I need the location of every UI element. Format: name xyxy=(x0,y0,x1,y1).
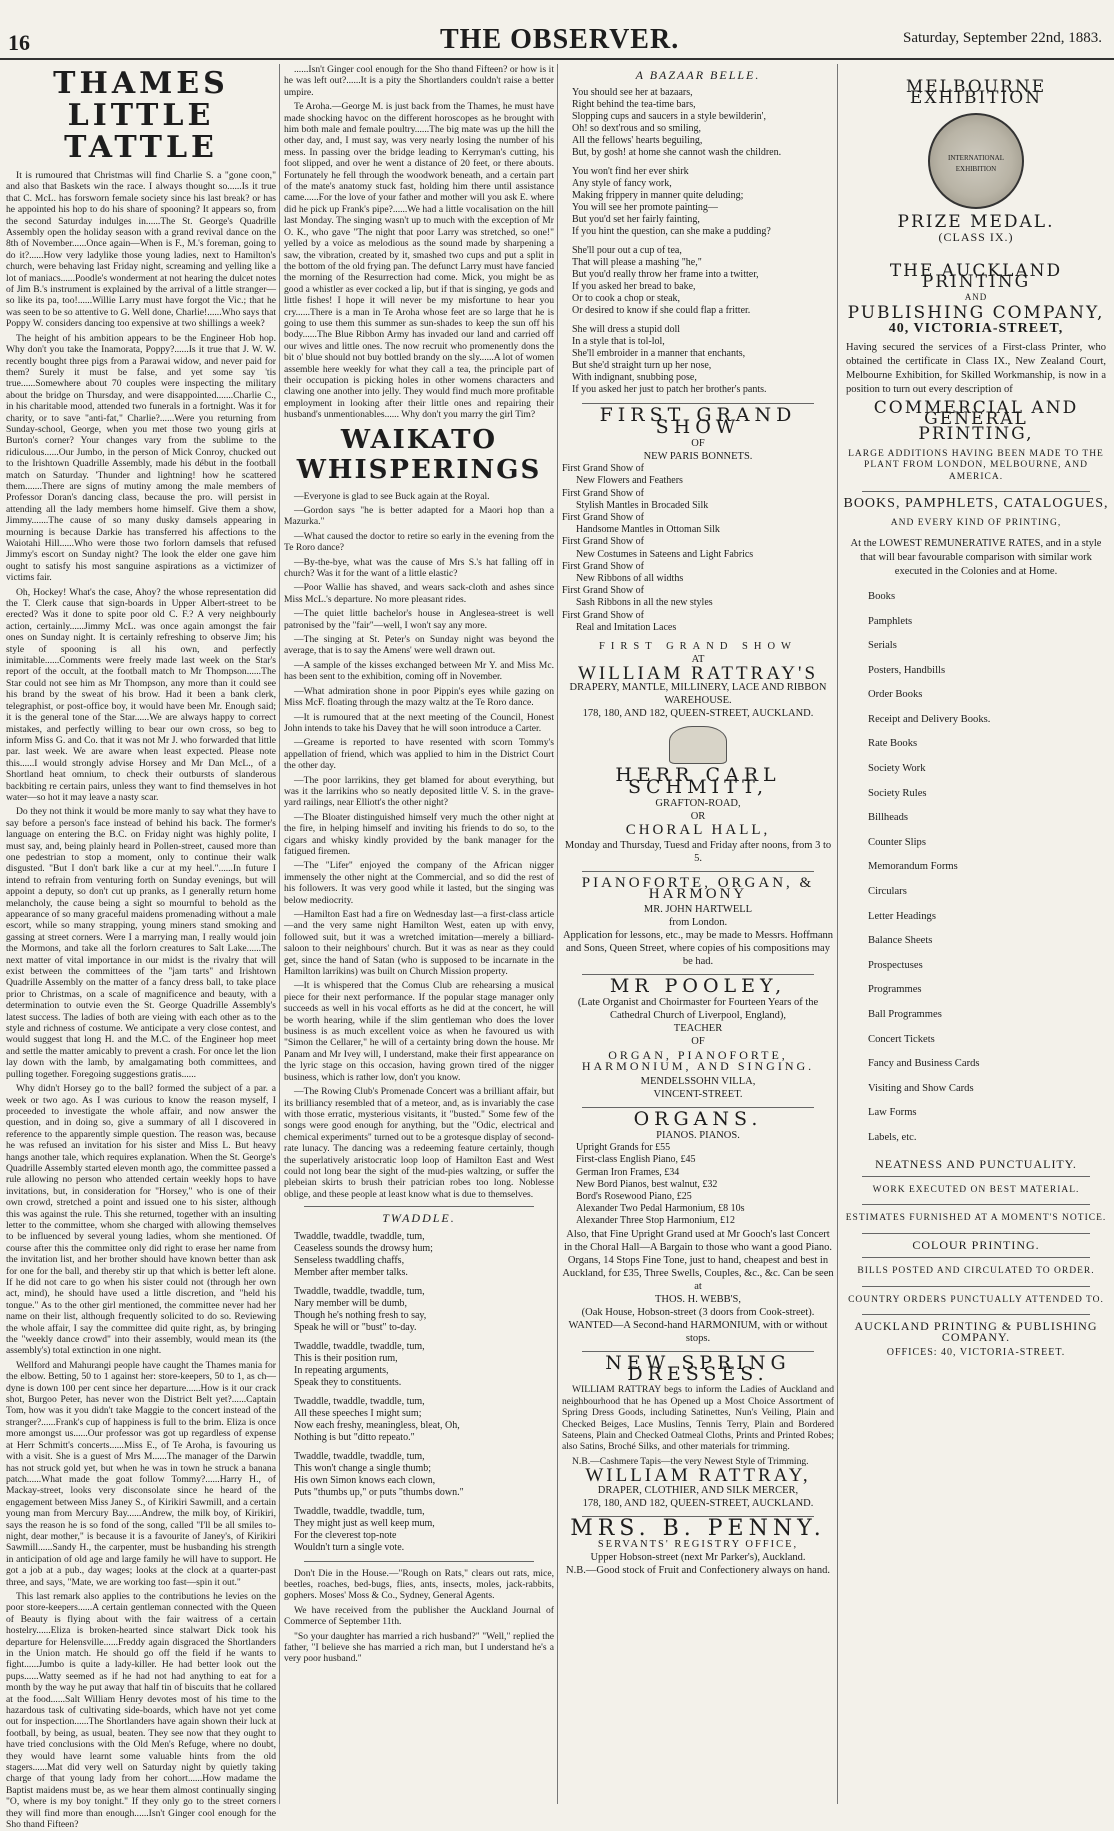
webb-address: (Oak House, Hobson-street (3 doors from Cook-street). xyxy=(581,1306,815,1318)
pooley-teacher: TEACHER xyxy=(673,1022,723,1034)
schmitt-hours: Monday and Thursday, Tuesd and Friday after noons, from 3 to 5. xyxy=(564,839,832,864)
poem-line: With indignant, snubbing pose, xyxy=(572,372,697,384)
printing-heading: PRINTING, xyxy=(918,424,1034,445)
article-paragraph: It is rumoured that Christmas will find Charlie S. a "gone coon," and also that Baskets win the race. I always thought so......Is it true that C. McL. has forsworn female society since his last break? or has he appointed his hop to do his share of spooning? It appears so, from the second Saturday indulges in......The St. George's Quadrille Assembly open the holiday season with a grand revival dance on the 8th of November......Once again—When is F., M.'s foreman, going to do it?......How very ladylike those young ladies, next to Hamilton's church, were behaving last Friday night, screaming and yelling like a lot of maniacs......Poodle's wonderment at not hearing the dulcet notes of Jim B.'s instrument is explained by the arrival of a little stranger—so like its pa, too!......Willie Larry must have forgot the Vic.; that he was seen to be so attentive to G. Well done, Charlie!......Who says that Poppy W. considers dancing too expensive at two shillings a week? xyxy=(6,170,276,330)
printing-item: Society Rules xyxy=(868,787,927,799)
divider xyxy=(304,1561,534,1562)
whisper-item: —Greame is reported to have resented with scorn Tommy's appellation of friend, which was applied to him in the District Court the other day. xyxy=(284,737,554,772)
printing-item: Circulars xyxy=(868,886,907,898)
poem-line: Twaddle, twaddle, twaddle, tum, xyxy=(294,1395,425,1407)
poem-line: But you'd set her fairly fainting, xyxy=(572,214,700,226)
whisper-item: —Poor Wallie has shaved, and wears sack-cloth and ashes since Miss McL.'s departure. No more pleasant rides. xyxy=(284,582,554,605)
printing-item: Programmes xyxy=(868,984,922,996)
printing-item: Labels, etc. xyxy=(868,1131,917,1143)
whisper-item: —The singing at St. Peter's on Sunday night was beyond the average, that is to say the Amens' were well drawn out. xyxy=(284,634,554,657)
poem-line: But, by gosh! at home she cannot wash the children. xyxy=(572,147,782,159)
price-line: Upright Grands for £55 xyxy=(576,1142,671,1154)
hartwell-teacher: MR. JOHN HARTWELL xyxy=(643,903,753,915)
company-address: 40, VICTORIA-STREET, xyxy=(888,321,1064,337)
divider xyxy=(862,1257,1090,1258)
column-divider xyxy=(557,64,558,1804)
coat-of-arms-icon xyxy=(669,726,727,764)
printing-item: Receipt and Delivery Books. xyxy=(868,713,991,725)
column-divider xyxy=(279,64,280,1804)
rattray-firm: WILLIAM RATTRAY'S xyxy=(577,663,819,685)
show-item-head: First Grand Show of xyxy=(562,463,644,475)
poem-line: You will see her promote painting— xyxy=(572,202,718,214)
schmitt-street: GRAFTON-ROAD, xyxy=(655,798,741,810)
rattray-address: 178, 180, AND 182, QUEEN-STREET, AUCKLAND. xyxy=(582,708,814,720)
printing-item: Society Work xyxy=(868,763,926,775)
poem-line: You won't find her ever shirk xyxy=(572,166,689,178)
price-line: Alexander Two Pedal Harmonium, £8 10s xyxy=(576,1203,745,1215)
divider xyxy=(862,1176,1090,1177)
poem-line: Or desired to know if she could flap a fritter. xyxy=(572,305,751,317)
poem-line: All these speeches I might sum; xyxy=(294,1407,422,1419)
organs-text2: Organs, 14 Stops Fine Tone, just to hand, cheapest and best in Auckland, for £35, Three Swells, Couples, &c., &c. Can be seen at xyxy=(562,1254,834,1292)
poem-line: Twaddle, twaddle, twaddle, tum, xyxy=(294,1340,425,1352)
price-line: First-class English Piano, £45 xyxy=(576,1154,696,1166)
grand-show-repeat: FIRST GRAND SHOW xyxy=(599,641,797,653)
schmitt-or: OR xyxy=(690,811,706,823)
poem-line: His own Simon knows each clown, xyxy=(294,1474,436,1486)
poem-stanza xyxy=(294,1506,554,1554)
grand-show-at: AT xyxy=(691,654,705,666)
divider xyxy=(862,1286,1090,1287)
issue-date: Saturday, September 22nd, 1883. xyxy=(903,30,1102,46)
poem-line: Speak they to constituents. xyxy=(294,1376,402,1388)
poem-line: You should see her at bazaars, xyxy=(572,87,693,99)
bazaar-belle-poem xyxy=(572,87,834,396)
poem-line: Twaddle, twaddle, twaddle, tum, xyxy=(294,1505,425,1517)
printing-item: Serials xyxy=(868,640,897,652)
printing-item: Concert Tickets xyxy=(868,1033,935,1045)
work-line: WORK EXECUTED ON BEST MATERIAL. xyxy=(872,1184,1080,1195)
poem-line: Though he's nothing fresh to say, xyxy=(294,1309,427,1321)
organs-text: Also, that Fine Upright Grand used at Mr Gooch's last Concert in the Choral Hall—A Bargain to those who want a good Piano. xyxy=(563,1228,833,1253)
poem-line: She'll embroider in a manner that enchants, xyxy=(572,348,746,360)
hartwell-from: from London. xyxy=(668,916,728,928)
divider xyxy=(862,1314,1090,1315)
poem-line: Twaddle, twaddle, twaddle, tum, xyxy=(294,1450,425,1462)
column-divider xyxy=(837,64,838,1804)
column-waikato xyxy=(284,64,554,1804)
printing-item: Memorandum Forms xyxy=(868,861,958,873)
poem-line: For the cleverest top-note xyxy=(294,1529,397,1541)
poem-line: She'll pour out a cup of tea, xyxy=(572,245,682,257)
spring-dresses-note: N.B.—Cashmere Tapis—the very Newest Style of Trimming. xyxy=(572,1455,809,1467)
pooley-name: MR POOLEY, xyxy=(609,974,787,997)
show-item-head: First Grand Show of xyxy=(562,585,644,597)
grand-show-sub: NEW PARIS BONNETS. xyxy=(643,451,753,463)
printing-item: Law Forms xyxy=(868,1107,917,1119)
divider xyxy=(862,1204,1090,1205)
article-paragraph: The height of his ambition appears to be the Engineer Hob hop. Why don't you take the Inamorata, Poppy?......Is it true that J. W. W. recently bought three pigs from a Parawai widow, and never paid for them? Surely it must be false, and yet some say 'tis true......Somewhere about 70 couples were inspecting the military about the bridge on Thursday, and were disappointed.......Charlie C., in his charitable mood, attended two funerals in a fortnight. Was it for charity, or to save "anti-fat," Charlie?......Were you returning from Sunday-school, George, when you met those two young girls at Burton's corner? Your changes vary from the sublime to the ridiculous......Our Jumbo, in the person of Mick Conroy, chucked out to the Irishtown Quadrille Assembly, made his début in the football match on Saturday. 'Thunder and lightning! how he scattered them.......There are signs of mutiny among the male members of Professor Doran's dancing class, because the pro. will persist in attending all the lady members home himself. Give them a show, Jimmy.......The cause of so many dusky damsels appearing in mourning is because Darkie has transferred his affections to the Waiotahi Hill......Who were those two forlorn damsels that refused Jimmy's escort on Sunday night? The look the elder one gave him ought to satisfy his most sanguine aspirations as a victimizer of victims fair. xyxy=(6,332,276,584)
whisper-item: —What caused the doctor to retire so early in the evening from the Te Roro dance? xyxy=(284,530,554,554)
whisper-item: —Gordon says "he is better adapted for a Maori hop than a Mazurka." xyxy=(284,505,554,528)
article-paragraph: Oh, Hockey! What's the case, Ahoy? the whose representation did the T. Clerk cause that sign-boards in Upper Albert-street to be erected? Was it done to spite poor old C. F.? A very neighbourly action, certainly......Jimmy McL. was once again amongst the fair ones on Sunday night. It is certainly refreshing to observe Jim; his style of spooning is all his own, and perfectly inimitable......Comments were freely made last week on the Star's report of the occult, at the football match to Mr Thompson......The Star could not see him as Mr Thompson, any more than it could see his brand by the sweat of his brow. Had it been a bank clerk, telegraphist, or post-office boy, it would have been Mr. Enough said; it is the general tone of the Star......We are always happy to correct mistakes, and perfectly willing to bear our own cross, so beg to inform Miss G. and Co. that it was not Mr J. who forwarded that little par. last week. We are aware when least expected. Please note this......I would strongly advise Horsey and Mr Dan McL., of a Shortland heat omnium, to check their outbursts of slanderous backbiting re certain pairs, unless they want to find themselves in hot water—so hot it may leave a nasty scar. xyxy=(6,586,276,803)
whisper-item: —Everyone is glad to see Buck again at the Royal. xyxy=(294,490,490,502)
poem-line: Twaddle, twaddle, twaddle, tum, xyxy=(294,1230,425,1242)
rattray-trade: DRAPERY, MANTLE, MILLINERY, LACE AND RIBBON WAREHOUSE. xyxy=(569,682,827,707)
prize-medal-heading: PRIZE MEDAL. xyxy=(897,211,1055,232)
divider xyxy=(582,871,814,872)
column-thames-tattle xyxy=(6,64,276,1831)
poem-stanza xyxy=(294,1451,554,1499)
harmonium-wanted: WANTED—A Second-hand HARMONIUM, with or without stops. xyxy=(568,1319,828,1344)
whisper-item: —The quiet little bachelor's house in Anglesea-street is well patronised by the "fair"—well, I won't say any more. xyxy=(284,608,554,631)
page-number: 16 xyxy=(8,30,30,55)
printing-item: Rate Books xyxy=(868,738,918,750)
bills-line: BILLS POSTED AND CIRCULATED TO ORDER. xyxy=(857,1266,1095,1277)
masthead-rule xyxy=(0,58,1114,60)
poem-line: This is their position rum, xyxy=(294,1352,398,1364)
poem-line: In repeating arguments, xyxy=(294,1364,389,1376)
show-item-head: First Grand Show of xyxy=(562,560,644,572)
rattray-firm-2: WILLIAM RATTRAY, xyxy=(585,1465,811,1487)
whisper-item: —By-the-bye, what was the cause of Mrs S.'s hat falling off in church? Was it for the want of a little elastic? xyxy=(284,556,554,580)
whisper-item: —Hamilton East had a fire on Wednesday last—a first-class article—and the very same night Hamilton West, eaten up with envy, followed suit, but it was a wretched imitation—merely a billiard-saloon to their neighbours' church. But it was as near as they could get, since the hand of Satan (who is supposed to be incarnate in the Hamilton larrikins) was built on Church Mission property. xyxy=(284,909,554,978)
paper-title: THE OBSERVER. xyxy=(440,24,680,55)
poem-line: Making frippery in manner quite deluding; xyxy=(572,190,744,202)
grand-show-of: OF xyxy=(691,438,705,450)
waikato-whisperings-banner: WAIKATO WHISPERINGS xyxy=(296,424,542,485)
exhibition-heading: MELBOURNE EXHIBITION xyxy=(905,77,1047,109)
show-item-text: New Costumes in Sateens and Light Fabrics xyxy=(576,548,754,560)
whisper-item: —The poor larrikins, they get blamed for about everything, but was it the larrikins who so neatly deposited little V. S. in the grave-yard railings, near Elliott's the other night? xyxy=(284,774,554,809)
poem-line: Ceaseless sounds the drowsy hum; xyxy=(294,1242,433,1254)
pooley-of: OF xyxy=(691,1035,705,1047)
printing-item: Billheads xyxy=(868,812,909,824)
poem-stanza xyxy=(294,1341,554,1389)
poem-line: She will dress a stupid doll xyxy=(572,324,681,336)
show-item-text: Handsome Mantles in Ottoman Silk xyxy=(576,524,720,536)
class-label: (CLASS IX.) xyxy=(938,230,1014,245)
poem-stanza xyxy=(294,1396,554,1444)
show-item-text: New Flowers and Feathers xyxy=(576,475,683,487)
poem-line: In a style that is tol-lol, xyxy=(572,336,665,348)
schmitt-hall: CHORAL HALL, xyxy=(625,822,771,839)
column-printing-company xyxy=(842,64,1110,1804)
show-item-head: First Grand Show of xyxy=(562,536,644,548)
poem-line: Twaddle, twaddle, twaddle, tum, xyxy=(294,1285,425,1297)
rattray-trade-2: DRAPER, CLOTHIER, AND SILK MERCER, xyxy=(597,1484,799,1496)
prize-medal-icon xyxy=(928,113,1024,209)
poem-line: Nary member will be dumb, xyxy=(294,1297,408,1309)
colour-line: COLOUR PRINTING. xyxy=(912,1237,1040,1252)
whisper-item: —What admiration shone in poor Pippin's eyes while gazing on Miss McF. floating through the mazy waltz at the Te Roro dance. xyxy=(284,685,554,709)
waikato-items xyxy=(284,491,554,1201)
whisper-item: —The Bloater distinguished himself very much the other night at the fire, in helping himself and inviting his friends to do so, to the cigars and whisky kindly provided by the bank manager for the fatigued firemen. xyxy=(284,811,554,857)
printing-item: Visiting and Show Cards xyxy=(868,1082,974,1094)
penny-name: MRS. B. PENNY. xyxy=(570,1515,826,1541)
poem-stanza xyxy=(572,166,834,238)
printing-items-list xyxy=(868,585,1110,1151)
hartwell-heading: PIANOFORTE, ORGAN, & HARMONY xyxy=(581,874,815,903)
poem-line: If you hint the question, can she make a pudding? xyxy=(572,226,771,238)
poem-stanza xyxy=(572,87,834,159)
pooley-desc: (Late Organist and Choirmaster for Fourteen Years of the Cathedral Church of Liverpool, England), xyxy=(577,996,819,1021)
company-and: AND xyxy=(964,292,988,303)
footer-company: AUCKLAND PRINTING & PUBLISHING COMPANY. xyxy=(854,1319,1098,1345)
hartwell-text: Application for lessons, etc., may be made to Messrs. Hoffmann and Sons, Queen Street, where copies of his compositions may be had. xyxy=(562,929,834,967)
article-paragraph: Te Aroha.—George M. is just back from the Thames, he must have made shocking havoc on the different horoscopes as he brought with him both male and female poultry......The big mate was up the hill the other day, and, I must say, was very nearly losing the number of his mess. In passing over the bridge leading to Kerryman's cutting, his foot slipped, and over he went a distance of 20 feet, or there abouts. Fortunately he fell through the woodwork beneath, and a certain part of the mate's anatomy stuck fast, holding him there until assistance came......For the love of your father and mother will you ask E. where did he pick up Frank's pipe?......We had a little vocalisation on the hill last Monday. The singing wasn't up to much with the exception of Mr O. K., who gave "The night that poor Larry was stretched, so one!" yelled by a voice as melodious as the sound made by sharpening a saw, the vibration, created by it, smashed two cups and put a split in the bottom of the old frying pan. The defunct Larry must have fancied the morning of the Resurrection had come. Mick, you might be as good a whistler as ever cocked a lip, but if that is singing, ye gods and little fishes! I hope it will never be my misfortune to hear you cry......There is a man in Te Aroha whose feet are so large that he is going to use them this summer as sun-shades to keep the sun off his body......The Blue Ribbon Army has invaded our land and carried off our wives and little ones. The now recruit who promenently dons the bit o' blue should not buy bottled brandy on the sly......A lot of women assemble here weekly for what they call a tea, the principle part of their occupation is picking holes in other womens characters and clawing one another into jelly. They would find much more profitable employment in looking after their little ones and repairing their husband's unmentionables...... Why don't you marry the girl Tim? xyxy=(284,101,554,421)
poem-line: Member after member talks. xyxy=(294,1266,408,1278)
bazaar-belle-title: A BAZAAR BELLE. xyxy=(635,68,761,82)
twaddle-title: TWADDLE. xyxy=(382,1211,456,1226)
poem-line: Wouldn't turn a single vote. xyxy=(294,1541,405,1553)
whisper-item: —A sample of the kisses exchanged between Mr Y. and Miss Mc. has been sent to the exhibition, coming off in November. xyxy=(284,659,554,683)
poem-line: But you'd really throw her frame into a twitter, xyxy=(572,269,759,281)
printing-item: Posters, Handbills xyxy=(868,664,946,676)
twaddle-poem xyxy=(294,1231,554,1554)
poem-line: Right behind the tea-time bars, xyxy=(572,99,696,111)
spring-dresses-text: WILLIAM RATTRAY begs to inform the Ladies of Auckland and neighbourhood that he has Opened up a Most Choice Assortment of Spring Dress Goods, including Satinettes, Nun's Veiling, Plain and Checked Beiges, Lace Muslins, Tennis Terry, Plain and Bordered Sateens, Plain and Checked Oatmeal Cloths, Prints and Printed Robes; also Satins, Broché Silks, and other materials for trimming. xyxy=(562,1384,834,1453)
poem-stanza xyxy=(294,1231,554,1279)
company-name-2: PUBLISHING COMPANY, xyxy=(847,302,1105,323)
price-line: New Bord Pianos, best walnut, £32 xyxy=(576,1178,718,1190)
article-paragraph: Wellford and Mahurangi people have caught the Thames mania for the elbow. Betting, 50 to 1 against her: store-keepers, 50 to 1, as ch—dyne is down 100 per cent since her departure......How is it our crack shot, Burgoo Peter, has never won the District Belt yet?......Captain Tom, how was it you didn't take Maggie to the concert instead of the stranger?......Frank's cup of happiness is full to the brim. Eliza is once more amongst us......Our professor was got up regardless of expense at Herr Schmitt's concerts......Miss E., of Te Aroha, is favouring us with a visit. She is a guest of Mrs M......The manager of the Darwin has not struck gold yet, but when he was in town he struck a banana patch......What made the goat follow Tommy?......Harry H., of Mackay-street, looks very disconsolate since he heard of the engagement between Miss Janey S., of Kirikiri Sawmill, and a certain young man from Mercury Bay......Andrew, the milk boy, of Kirikiri, says the reason he is so fond of the song, called "I'll be all smiles to-night, dear mother," is because it is a favourite of Janey's, of Kirikiri Sawmill......Sandy H., the carpenter, must be husbanding his strength in anticipation of old age and large family he will have to support. He got a job at a pub., day wages; looks at the clock at a quarter-past three, and says, "Mate, we are working too fast—spin it out." xyxy=(6,1359,276,1588)
poem-stanza xyxy=(572,324,834,396)
webb-firm: THOS. H. WEBB'S, xyxy=(655,1293,741,1305)
penny-address: Upper Hobson-street (next Mr Parker's), Auckland. xyxy=(590,1552,806,1564)
whisper-item: —The "Lifer" enjoyed the company of the African nigger immensely the other night at the Commercial, and so did the rest of his followers. It was very good while it lasted, but the singing was below mediocrity. xyxy=(284,860,554,906)
poem-line: Puts "thumbs up," or puts "thumbs down." xyxy=(294,1486,464,1498)
masthead xyxy=(0,0,1114,60)
organs-heading: ORGANS. xyxy=(633,1107,763,1130)
schmitt-name: HERR CARL SCHMITT, xyxy=(615,764,781,798)
show-item-head: First Grand Show of xyxy=(562,609,644,621)
article-paragraph: Do they not think it would be more manly to say what they have to say before a person's face instead of behind his back. The former's language on entering the B.C. on Friday night was highly polite, I must say, and, being plainly heard in Pollen-street, caused more than one pedestrian to stop a moment, only to continue their walk disgusted. "But I don't bark like a cur at my heel."......In future I intend to refrain from venturing forth on Sunday evenings, but will appoint a deputy, so don't cut up pranks, as I generally return home melancholy, the cause being a sight so mournful to behold as the appearance of so many graceful maidens promenading without a male escort, while so many strapping, young miners stand smoking and gassing at street corners. Were I a marrying man, I really would join the Mormons, and take all the forlorn creatures to Salt Lake......The next matter of vital importance in our midst is the rivalry that will exist between the committees of the "jam tarts" and Irishtown Quadrille Assembly on the matter of a fancy dress ball, to take place prior to Christmas, on a scale of magnificence and beauty, with a determination to outvie even the St. George Quadrille Assembly's latest success. The ladies of both are vieing with each other as to the style and richness of costume. We anticipate a very close contest, and would suggest that long H. and the M.C. of the Engineer hop meet and settle the matter amicably to prevent a crash. For once let the lion lay down with the lamb, by amalgamating both committees, and pulling together. Foregoing suggestions gratis...... xyxy=(6,806,276,1080)
poem-line: Now each freshy, meaningless, bleat, Oh, xyxy=(294,1419,460,1431)
price-line: German Iron Frames, £34 xyxy=(576,1166,680,1178)
organs-sub: PIANOS. PIANOS. xyxy=(656,1130,740,1142)
printing-item: Letter Headings xyxy=(868,910,936,922)
additions-note: LARGE ADDITIONS HAVING BEEN MADE TO THE PLANT FROM LONDON, MELBOURNE, AND AMERICA. xyxy=(848,448,1104,482)
whisper-item: —It is whispered that the Comus Club are rehearsing a musical piece for their next performance. If the popular stage manager only succeeds as well in his vocal efforts as he did at the concert, he will be worth hearing, while if the slim gentleman who does the lover business is as much excellent voice as when he favoured us with "Simon the Cellarer," he will of a certainty bring down the house. Mr Panam and Mr Ivey will, I understand, make their first appearance on the lyric stage on this occasion, having grown tired of the nigger business, which is rather low, don't you know. xyxy=(284,980,554,1083)
show-item-head: First Grand Show of xyxy=(562,487,644,499)
pooley-subjects: ORGAN, PIANOFORTE, HARMONIUM, AND SINGING. xyxy=(581,1047,815,1074)
printing-item: Books xyxy=(868,590,896,602)
commercial-heading: COMMERCIAL AND GENERAL xyxy=(873,397,1079,430)
show-item-text: Real and Imitation Laces xyxy=(576,621,677,633)
show-item-text: New Ribbons of all widths xyxy=(576,573,684,585)
article-paragraph: Why didn't Horsey go to the ball? formed the subject of a par. a week or two ago. As I was curious to know the reason myself, I proceeded to investigate the whole affair, and now answer the question, and in doing so, give a summary of all I discovered in reference to the apparently simple question. The reason was, because he was refused an invitation for his sister and Miss L. But heavy hangs another tale, which requires explanation. When the St. George's Quadrille Assembly started eleven month ago, the committee passed a rule allowing no person who attended certain weekly hops to have invitations, but, in consideration for "Horsey," who is one of their own crowd, stretched a point and issued one to his sister, although this was against the rule. This she returned, together with an insulting letter to the committee, whom she charged with allowing themselves to be influenced by several young ladies, whom she mentioned. Of course after this the committee only did right to erase her name from the invitation list, and her brother should have known better than ask for one for the ball, and thereby stir up that which is better left alone. If he did not care to go when his sister could not (through her own act, mind), he should have used a little discretion, and "held his tongue." As to the other girl mentioned, the committee never had her name on their list, although frequently solicited to do so. Reviewing the whole affair, I say the committee did quite right, as, by bringing the "weekly dance crowd" into their assembly, would mean its (the assembly's) total extinction in one night. xyxy=(6,1083,276,1357)
poem-line: Speak he will or "bust" to-day. xyxy=(294,1321,417,1333)
article-paragraph: This last remark also applies to the contributions he levies on the poor store-keepers......A certain gentleman connected with the Queen of Beauty is flying about with the fair waitress of a certain hostelry......Eliza is broken-hearted since stalwart Dick took his departure for Helensville......Freddy again disgraced the Shortlanders in the Union match. He should go off the field if he wants to fight......Jumbo is quite a lady-killer. He had better look out the pups......Watty seemed as if he had not had anything to eat for a month by the way he put away that half tin of biscuits that he collared at the food......Salt William Henry devotes most of his time to the hazardous task of cultivating side-boards, which have not yet come out for inspection......The Shortlanders have again shown their luck at football, by being, as usual, beaten. They see now that they ought to have tried conclusions with the Old Men's Refuge, where no doubt, they would have learnt some valuable hints from the old stagers......Mat did very well on Saturday night by quietly taking charge of that young lady from her cohort......How madame the Baptist maidens must be, as we hear them almost continually singing "O, where is my boy tonight." If they only go to the street corners they will find more than enough......Isn't Ginger cool enough for the Sho thand Fifteen? xyxy=(6,1590,276,1831)
grand-show-list xyxy=(562,463,834,634)
grand-show-heading: FIRST GRAND SHOW xyxy=(599,404,797,438)
poem-line: If you asked her just to patch her brother's pants. xyxy=(572,384,767,396)
spring-dresses-heading: NEW SPRING DRESSES. xyxy=(605,1351,791,1385)
printing-item: Balance Sheets xyxy=(868,935,933,947)
article-paragraph: "So your daughter has married a rich husband?" "Well," replied the father, "I believe she has married a rich man, but I understand he's a very poor husband." xyxy=(284,1630,554,1665)
poem-line: Slopping cups and saucers in a style bewilderin', xyxy=(572,111,766,123)
company-name-1: THE AUCKLAND PRINTING xyxy=(889,260,1063,293)
column-advertisements xyxy=(562,64,834,1804)
poem-stanza xyxy=(572,245,834,317)
show-item-text: Stylish Mantles in Brocaded Silk xyxy=(576,499,709,511)
poem-line: If you asked her bread to bake, xyxy=(572,281,696,293)
whisper-item: —It is rumoured that at the next meeting of the Council, Honest John intends to take his Davey that he will soon introduce a Carter. xyxy=(284,711,554,734)
divider xyxy=(304,1206,534,1207)
printing-item: Fancy and Business Cards xyxy=(868,1058,980,1070)
poem-line: Senseless twaddling chaffs, xyxy=(294,1254,405,1266)
poem-line: All the fellows' hearts beguiling, xyxy=(572,135,703,147)
every-kind: AND EVERY KIND OF PRINTING, xyxy=(890,517,1062,528)
poem-line: That will please a mashing "he," xyxy=(572,257,702,269)
neatness-line: NEATNESS AND PUNCTUALITY. xyxy=(875,1156,1077,1171)
penny-office: SERVANTS' REGISTRY OFFICE, xyxy=(597,1539,799,1551)
divider xyxy=(862,1233,1090,1234)
poem-stanza xyxy=(294,1286,554,1334)
estimates-line: ESTIMATES FURNISHED AT A MOMENT'S NOTICE. xyxy=(845,1213,1107,1224)
country-line: COUNTRY ORDERS PUNCTUALLY ATTENDED TO. xyxy=(848,1294,1104,1305)
poem-line: Or to cook a chop or steak, xyxy=(572,293,681,305)
poem-line: Nothing is but "ditto repeato." xyxy=(294,1431,415,1443)
printing-item: Prospectuses xyxy=(868,959,923,971)
article-paragraph: We have received from the publisher the Auckland Journal of Commerce of September 11th. xyxy=(284,1604,554,1628)
printing-item: Pamphlets xyxy=(868,615,913,627)
whisper-item: —The Rowing Club's Promenade Concert was a brilliant affair, but its brilliancy resembled that of a meteor, and, as is invariably the case with those erratic, mysterious visitants, it "busted." Some few of the songs were good enough for anything, but the "Odic, electrical and chemical experiments" turned out to be a grotesque display of second-rate lunacy. The dancing was a redeeming feature certainly, though the superlatively aristocratic loop loop of Hamilton East and West could not long bear the sight of the mud-pies waltzing, or suffer the plebeian skirts to brush their patrician robes too long. Noblesse oblige, and these people at least know what is due to themselves. xyxy=(284,1086,554,1200)
pooley-street: VINCENT-STREET. xyxy=(653,1088,743,1100)
rates-text: At the LOWEST REMUNERATIVE RATES, and in a style that will bear favourable comparison with similar work executed in the Colonies and at Home. xyxy=(850,537,1102,577)
price-line: Bord's Rosewood Piano, £25 xyxy=(576,1190,692,1202)
price-line: Alexander Three Stop Harmonium, £12 xyxy=(576,1215,735,1227)
article-paragraph: ......Isn't Ginger cool enough for the Sho thand Fifteen? or how is it he was left out?......It is a pity the Shortlanders couldn't raise a better umpire. xyxy=(284,64,554,98)
thames-tattle-banner: THAMES LITTLE TATTLE xyxy=(53,66,229,165)
printing-item: Ball Programmes xyxy=(868,1009,942,1020)
article-paragraph: Don't Die in the House.—"Rough on Rats," clears out rats, mice, beetles, roaches, bed-bugs, flies, ants, insects, moles, jack-rabbits, gophers. Moses' Moss & Co., Sydney, General Agents. xyxy=(284,1567,554,1602)
show-item-text: Sash Ribbons in all the new styles xyxy=(576,597,713,609)
rattray-address-2: 178, 180, AND 182, QUEEN-STREET, AUCKLAND. xyxy=(582,1497,814,1509)
poem-line: Any style of fancy work, xyxy=(572,178,672,190)
company-intro: Having secured the services of a First-class Printer, who obtained the certificate in Class IX., New Zealand Court, Melbourne Exhibition, for Skilled Workmanship, is now in a position to turn out every description of xyxy=(846,341,1106,395)
poem-line: They might just as well keep mum, xyxy=(294,1517,435,1529)
seal-text: INTERNATIONAL EXHIBITION xyxy=(948,153,1004,174)
books-heading: BOOKS, PAMPHLETS, CATALOGUES, xyxy=(843,496,1109,512)
printing-item: Counter Slips xyxy=(868,836,926,848)
pooley-villa: MENDELSSOHN VILLA, xyxy=(640,1075,756,1087)
divider xyxy=(862,491,1090,492)
footer-offices: OFFICES: 40, VICTORIA-STREET. xyxy=(886,1346,1066,1358)
poem-line: Oh! so dext'rous and so smiling, xyxy=(572,123,702,135)
printing-item: Order Books xyxy=(868,689,923,701)
penny-note: N.B.—Good stock of Fruit and Confectionery always on hand. xyxy=(566,1565,830,1577)
poem-line: This won't change a single thumb; xyxy=(294,1462,432,1474)
poem-line: But she'd straight turn up her nose, xyxy=(572,360,712,372)
organs-list xyxy=(562,1142,834,1227)
show-item-head: First Grand Show of xyxy=(562,512,644,524)
